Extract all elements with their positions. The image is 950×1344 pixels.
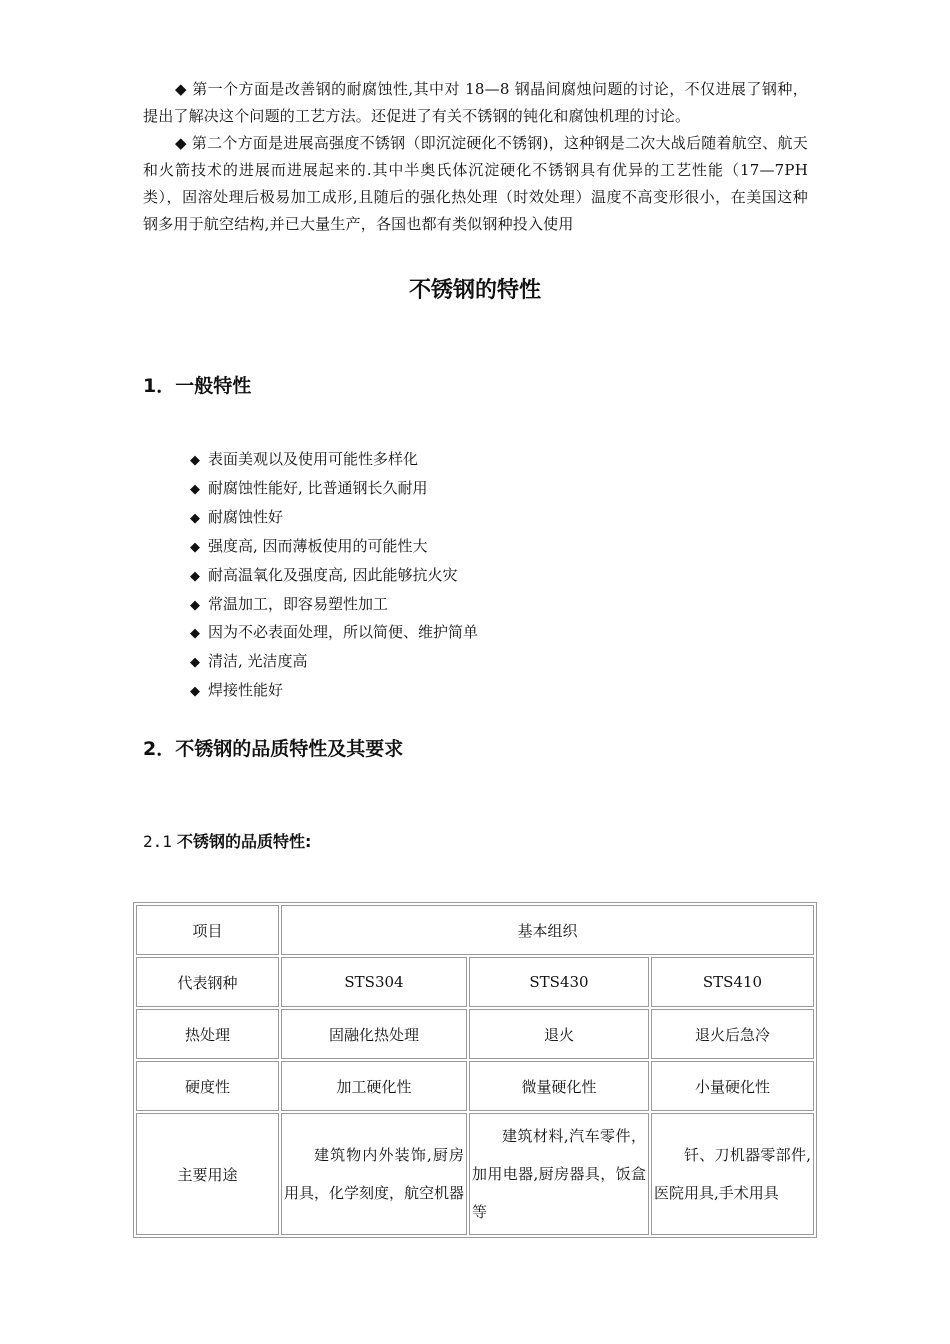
list-item: ◆ 常温加工，即容易塑性加工 — [190, 591, 478, 620]
diamond-bullet-icon: ◆ — [190, 568, 200, 584]
diamond-bullet-icon: ◆ — [190, 684, 200, 700]
table-cell: 退火后急冷 — [651, 1009, 814, 1059]
diamond-bullet-icon: ◆ — [190, 453, 200, 468]
table-row — [136, 957, 814, 1007]
table-row — [136, 1009, 814, 1059]
row-label-cell: 硬度性 — [136, 1061, 279, 1111]
table-cell: STS304 — [281, 957, 467, 1007]
list-item: ◆ 因为不必表面处理，所以简便、维护简单 — [190, 619, 478, 648]
table-cell: STS410 — [651, 957, 814, 1007]
list-item: ◆ 耐腐蚀性能好, 比普通钢长久耐用 — [190, 475, 478, 504]
list-item: ◆ 强度高, 因而薄板使用的可能性大 — [190, 533, 478, 562]
usage-text: 建筑材料,汽车零件，加用电器,厨房器具，饭盒等 — [472, 1127, 646, 1221]
diamond-bullet-icon: ◆ — [190, 655, 200, 671]
general-features-list — [190, 446, 478, 706]
diamond-bullet-icon: ◆ — [190, 510, 200, 526]
diamond-bullet-icon: ◆ — [190, 626, 200, 642]
table-header-row — [136, 905, 814, 955]
list-item: ◆ 焊接性能好 — [190, 677, 478, 706]
table-cell: 小量硬化性 — [651, 1061, 814, 1111]
table-header-cell: 项目 — [136, 905, 279, 955]
row-label-cell: 热处理 — [136, 1009, 279, 1059]
intro-paragraph-1: ◆ 第一个方面是改善钢的耐腐蚀性,其中对 18—8 钢晶间腐烛问题的讨论，不仅进展了钢种，提出了解决这个问题的工艺方法。还促进了有关不锈钢的钝化和腐蚀机理的讨论。 — [143, 80, 808, 125]
section-1-heading: 1．一般特性 — [143, 375, 252, 397]
subsection-title: 不锈钢的品质特性: — [177, 832, 312, 851]
diamond-bullet-icon: ◆ — [190, 597, 200, 613]
table-cell: 退火 — [469, 1009, 649, 1059]
usage-text: 建筑物内外装饰,厨房用具，化学刻度，航空机器 — [284, 1146, 465, 1202]
intro-paragraphs — [143, 76, 808, 238]
subsection-2-1-heading — [143, 830, 311, 854]
intro-paragraph-2: ◆ 第二个方面是进展高强度不锈钢（即沉淀硬化不锈钢)，这种钢是二次大战后随着航空、航天和火箭技术的进展而进展起来的.其中半奥氏体沉淀硬化不锈钢具有优异的工艺性能（17—7PH 类），固溶处理后极易加工成形,且随后的强化热处理（时效处理）温度不高变形很小，在美国这种钢多用于航空结构,并已大量生产，各国也都有类似钢种投入使用 — [143, 134, 808, 233]
table-row — [136, 1061, 814, 1111]
table-cell: STS430 — [469, 957, 649, 1007]
row-label-cell: 代表钢种 — [136, 957, 279, 1007]
row-label-cell: 主要用途 — [136, 1113, 279, 1235]
diamond-bullet-icon: ◆ — [190, 481, 200, 497]
table-cell — [651, 1113, 814, 1235]
table-cell: 固融化热处理 — [281, 1009, 467, 1059]
diamond-bullet-icon: ◆ — [190, 539, 200, 555]
table-row — [136, 1113, 814, 1235]
usage-text: 钎、刀机器零部件,医院用具,手术用具 — [654, 1146, 811, 1202]
list-item: ◆ 耐高温氧化及强度高, 因此能够抗火灾 — [190, 562, 478, 591]
section-2-heading: 2．不锈钢的品质特性及其要求 — [143, 738, 404, 760]
table-cell — [281, 1113, 467, 1235]
page-title: 不锈钢的特性 — [408, 278, 541, 303]
table-cell: 加工硬化性 — [281, 1061, 467, 1111]
list-item: ◆ 耐腐蚀性好 — [190, 504, 478, 533]
quality-properties-table — [133, 902, 817, 1238]
table-header-group-cell: 基本组织 — [281, 905, 814, 955]
subsection-number: 2.1 — [143, 832, 172, 851]
table-cell: 微量硬化性 — [469, 1061, 649, 1111]
list-item: ◆ 清洁, 光洁度高 — [190, 648, 478, 677]
list-item: ◆ 表面美观以及使用可能性多样化 — [190, 446, 478, 475]
table-cell — [469, 1113, 649, 1235]
